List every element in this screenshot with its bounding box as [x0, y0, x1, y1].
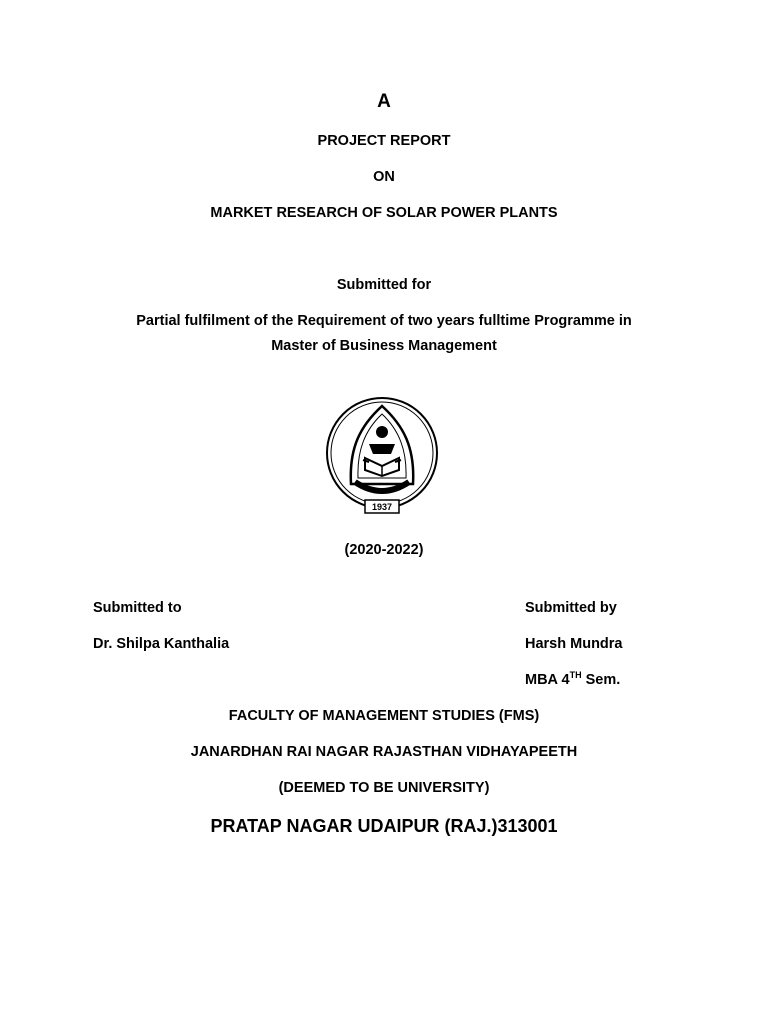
- faculty-name: FACULTY OF MANAGEMENT STUDIES (FMS): [228, 708, 540, 724]
- course-suffix: Sem.: [581, 672, 621, 688]
- session: (2020-2022): [344, 542, 424, 558]
- university-name: JANARDHAN RAI NAGAR RAJASTHAN VIDHAYAPEETH: [190, 744, 578, 760]
- university-emblem-icon: [325, 396, 439, 520]
- course-superscript: TH: [569, 670, 582, 681]
- purpose-line-2: Master of Business Management: [271, 338, 497, 354]
- submitted-to-label: Submitted to: [93, 600, 182, 616]
- student-name: Harsh Mundra: [525, 636, 623, 652]
- report-title: MARKET RESEARCH OF SOLAR POWER PLANTS: [210, 205, 558, 221]
- university-address: PRATAP NAGAR UDAIPUR (RAJ.)313001: [210, 816, 558, 836]
- on-label: ON: [373, 169, 395, 185]
- purpose-line-1: Partial fulfilment of the Requirement of two years fulltime Programme in: [136, 313, 632, 329]
- report-label: PROJECT REPORT: [317, 133, 451, 149]
- university-status: (DEEMED TO BE UNIVERSITY): [278, 780, 490, 796]
- student-course: [525, 672, 620, 688]
- emblem-year: 1937: [371, 502, 393, 512]
- submitted-by-label: Submitted by: [525, 600, 617, 616]
- course-text: MBA 4: [525, 672, 570, 688]
- supervisor-name: Dr. Shilpa Kanthalia: [93, 636, 230, 652]
- title-letter: A: [377, 91, 391, 112]
- submitted-for-label: Submitted for: [336, 277, 432, 293]
